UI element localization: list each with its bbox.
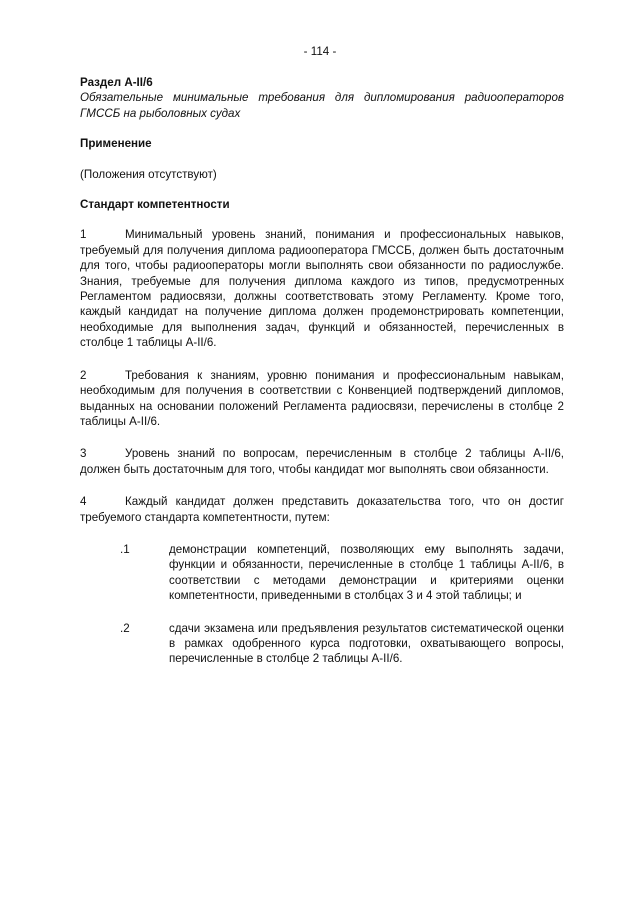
section-title: Раздел A-II/6 (80, 76, 153, 89)
paragraph-2 (80, 368, 564, 430)
heading-application: Применение (80, 137, 152, 151)
application-text: (Положения отсутствуют) (80, 167, 217, 181)
paragraph-4 (80, 494, 564, 525)
list-item (120, 542, 564, 604)
list-item-text: демонстрации компетенций, позволяющих ему выполнять задачи, функции и обязанности, перечисленные в столбце 1 таблицы A-II/6, в соответствии с методами демонстрации и критериями оценки компетентности, приведенными в столбцах 3 и 4 этой таблицы; и (169, 542, 564, 603)
paragraph-number: 4 (80, 495, 87, 509)
paragraph-3 (80, 446, 564, 477)
paragraph-number: 1 (80, 228, 87, 242)
paragraph-1 (80, 227, 564, 350)
paragraph-text: Уровень знаний по вопросам, перечисленным в столбце 2 таблицы A-II/6, должен быть достаточным для того, чтобы кандидат мог выполнять свои обязанности. (80, 447, 564, 476)
paragraph-text: Каждый кандидат должен представить доказательства того, что он достиг требуемого стандарта компетентности, путем: (80, 495, 564, 524)
list-item-text: сдачи экзамена или предъявления результатов систематической оценки в рамках одобренного курса подготовки, охватывающего вопросы, перечисленные в столбце 2 таблицы A-II/6. (169, 621, 564, 666)
list-item (120, 621, 564, 667)
list-item-number: .1 (120, 542, 130, 556)
heading-competence-standard: Стандарт компетентности (80, 198, 230, 212)
paragraph-number: 2 (80, 368, 87, 382)
paragraph-text: Требования к знаниям, уровню понимания и профессиональным навыкам, необходимым для получения в соответствии с Конвенцией подтверждений дипломов, выданных на основании положений Регламента радиосвязи, перечислены в столбце 2 таблицы A-II/6. (80, 368, 564, 428)
section-subtitle: Обязательные минимальные требования для дипломирования радиооператоров ГМССБ на рыболовных судах (80, 91, 564, 120)
document-body (80, 75, 564, 667)
list-item-number: .2 (120, 621, 130, 635)
paragraph-number: 3 (80, 447, 87, 461)
paragraph-text: Минимальный уровень знаний, понимания и профессиональных навыков, требуемый для получения диплома радиооператора ГМССБ, должен быть достаточным для того, чтобы радиооператоры могли выполнять свои обязанности по радиослужбе. Знания, требуемые для получения диплома каждого из типов, предусмотренных Регламентом радиосвязи, должны соответствовать этому Регламенту. Кроме того, каждый кандидат на получение диплома должен продемонстрировать компетенции, необходимые для выполнения задач, функций и обязанностей, перечисленных в столбце 1 таблицы A-II/6. (80, 228, 564, 350)
page-number: - 114 - (303, 45, 337, 58)
